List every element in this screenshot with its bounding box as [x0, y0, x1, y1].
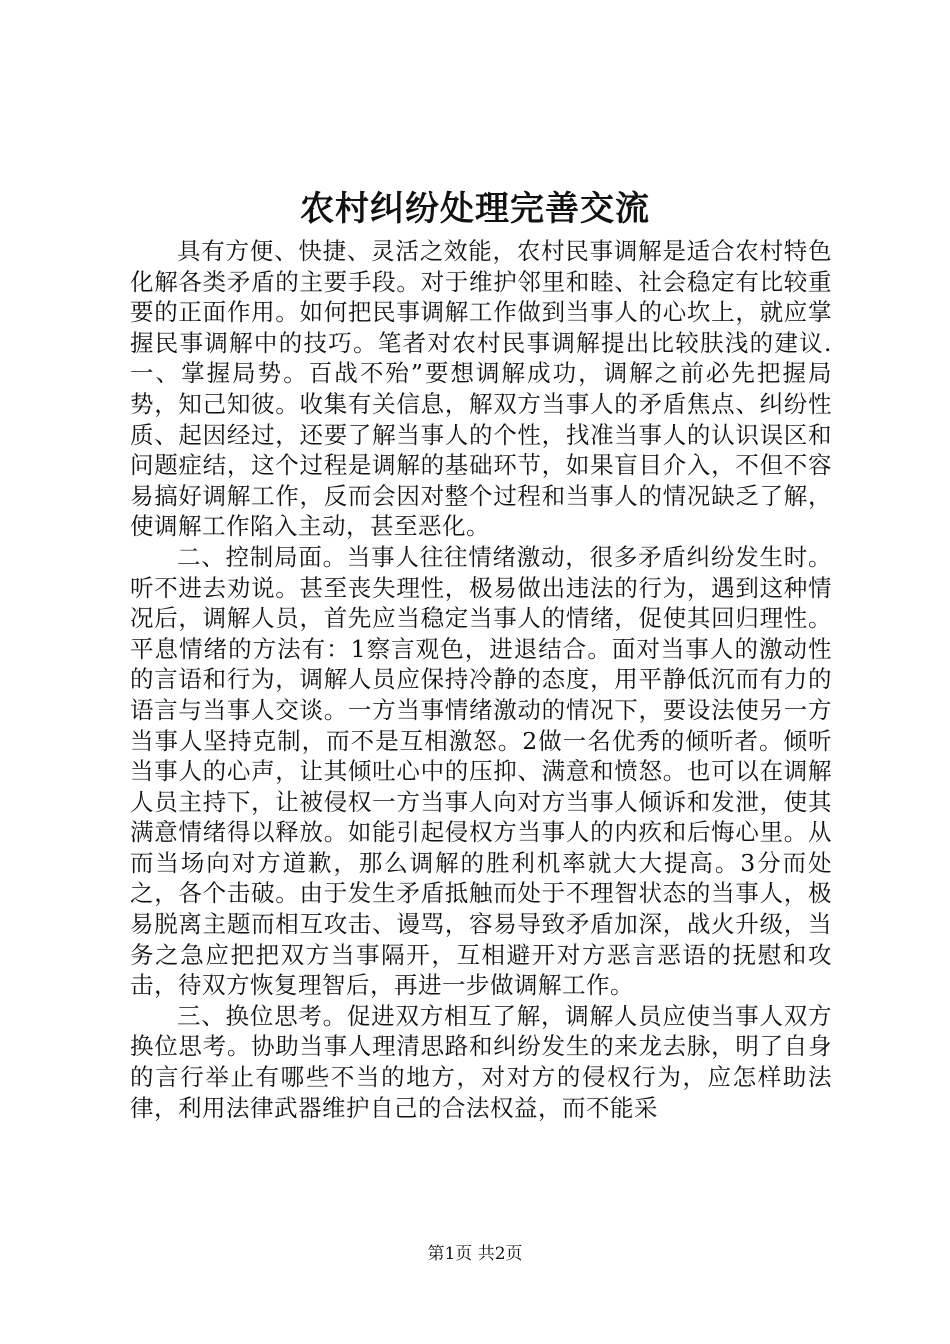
document-body: [130, 236, 832, 1123]
paragraph-2: 二、控制局面。当事人往往情绪激动，很多矛盾纠纷发生时。听不进去劝说。甚至丧失理性，极易做出违法的行为，遇到这种情况后，调解人员，首先应当稳定当事人的情绪，促使其回归理性。平息情绪的方法有：1察言观色，进退结合。面对当事人的激动性的言语和行为，调解人员应保持冷静的态度，用平静低沉而有力的语言与当事人交谈。一方当事情绪激动的情况下，要设法使另一方当事人坚持克制，而不是互相激怒。2做一名优秀的倾听者。倾听当事人的心声，让其倾吐心中的压抑、满意和愤怒。也可以在调解人员主持下，让被侵权一方当事人向对方当事人倾诉和发泄，使其满意情绪得以释放。如能引起侵权方当事人的内疚和后悔心里。从而当场向对方道歉，那么调解的胜利机率就大大提高。3分而处之，各个击破。由于发生矛盾抵触而处于不理智状态的当事人，极易脱离主题而相互攻击、谩骂，容易导致矛盾加深，战火升级，当务之急应把把双方当事隔开，互相避开对方恶言恶语的抚慰和攻击，待双方恢复理智后，再进一步做调解工作。: [130, 542, 832, 1000]
paragraph-1: 具有方便、快捷、灵活之效能，农村民事调解是适合农村特色化解各类矛盾的主要手段。对于维护邻里和睦、社会稳定有比较重要的正面作用。如何把民事调解工作做到当事人的心坎上，就应掌握民事调解中的技巧。笔者对农村民事调解提出比较肤浅的建议.一、掌握局势。百战不殆”要想调解成功，调解之前必先把握局势，知己知彼。收集有关信息，解双方当事人的矛盾焦点、纠纷性质、起因经过，还要了解当事人的个性，找准当事人的认识误区和问题症结，这个过程是调解的基础环节，如果盲目介入，不但不容易搞好调解工作，反而会因对整个过程和当事人的情况缺乏了解，使调解工作陷入主动，甚至恶化。: [130, 237, 832, 541]
document-title: 农村纠纷处理完善交流: [300, 189, 650, 229]
page-footer: 第1页 共2页: [427, 1244, 523, 1264]
paragraph-3: 三、换位思考。促进双方相互了解，调解人员应使当事人双方换位思考。协助当事人理清思路和纠纷发生的来龙去脉，明了自身的言行举止有哪些不当的地方，对对方的侵权行为，应怎样助法律，利用法律武器维护自己的合法权益，而不能采: [130, 1001, 832, 1122]
